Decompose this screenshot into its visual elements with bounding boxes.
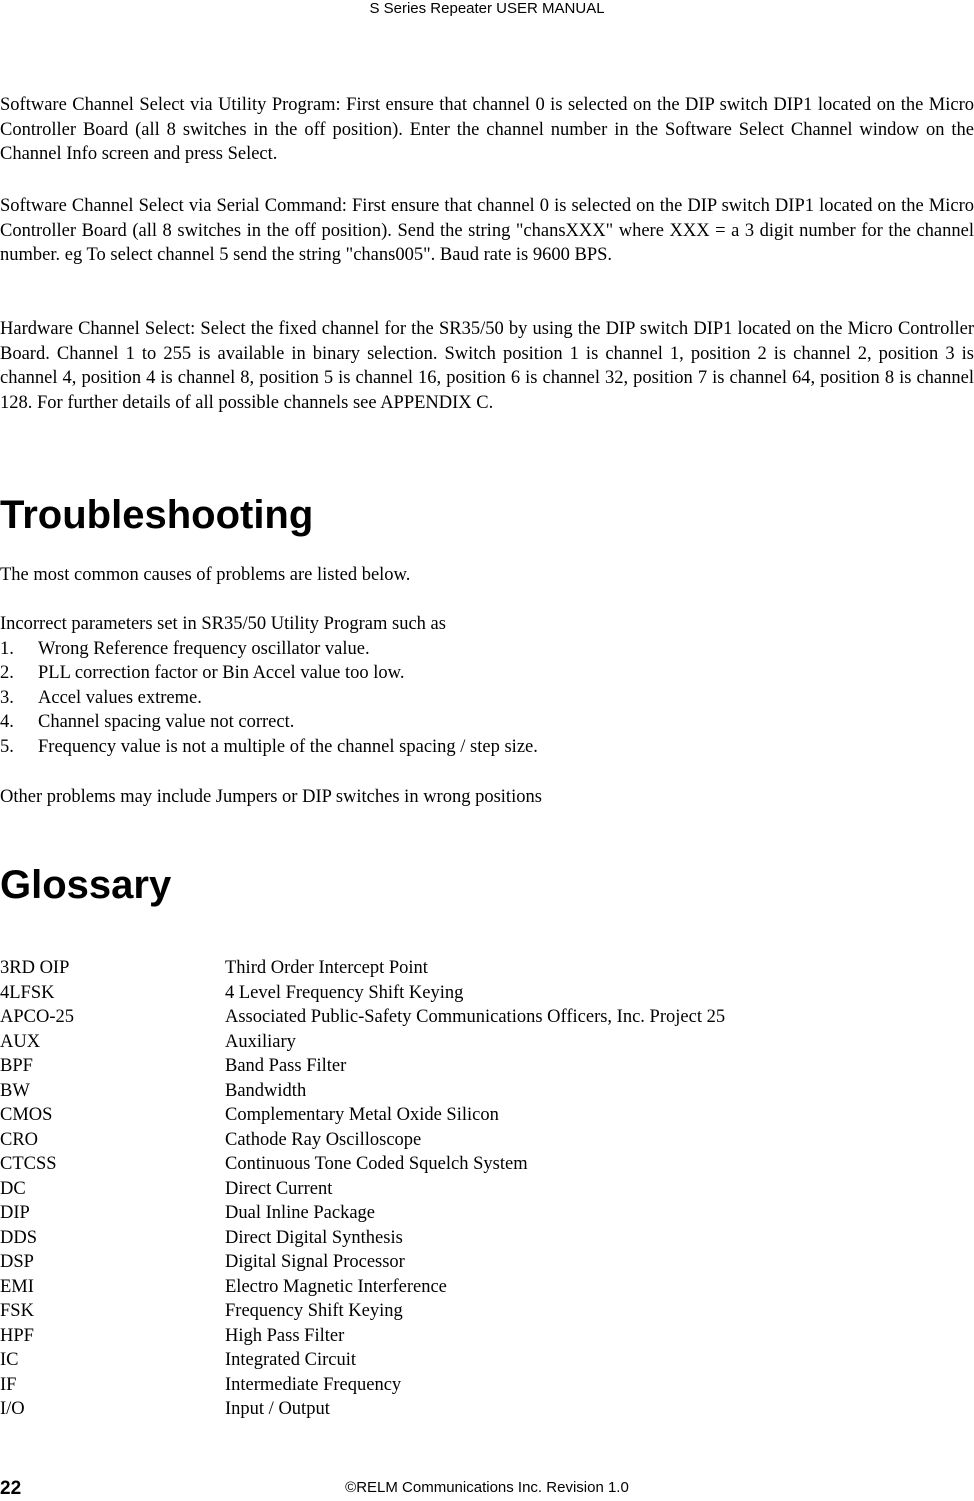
software-utility-paragraph: Software Channel Select via Utility Program: First ensure that channel 0 is selected on the DIP switch DIP1 located on the Micro Controller Board (all 8 switches in the off position). Enter the channel number in the Software Select Channel window on the Channel Info screen and press Select. — [0, 95, 974, 164]
glossary-entry — [0, 1348, 974, 1373]
troubleshooting-heading: Troubleshooting — [0, 493, 314, 537]
glossary-term: APCO-25 — [0, 1007, 75, 1027]
glossary-definition: Digital Signal Processor — [225, 1252, 405, 1272]
glossary-term: CTCSS — [0, 1154, 57, 1174]
glossary-term: HPF — [0, 1325, 34, 1346]
software-serial-paragraph: Software Channel Select via Serial Command: First ensure that channel 0 is selected on the DIP switch DIP1 located on the Micro Controller Board (all 8 switches in the off position). Send the string "chansXXX" where XXX = a 3 digit number for the channel number. eg To select channel 5 send the string "chans005". Baud rate is 9600 BPS. — [0, 196, 974, 265]
glossary-entry — [0, 1299, 974, 1324]
glossary-term: BPF — [0, 1056, 33, 1076]
glossary-definition: Cathode Ray Oscilloscope — [225, 1129, 422, 1150]
glossary-definition: Dual Inline Package — [225, 1203, 375, 1223]
list-item-text: Wrong Reference frequency oscillator value. — [38, 638, 370, 659]
list-item-number: 4. — [0, 712, 14, 732]
list-item-text: Accel values extreme. — [38, 687, 202, 708]
troubleshooting-intro: The most common causes of problems are listed below. — [0, 565, 411, 585]
glossary-term: 3RD OIP — [0, 958, 70, 978]
glossary-entry — [0, 1177, 974, 1202]
glossary-term: CRO — [0, 1129, 39, 1150]
list-item-number: 5. — [0, 736, 14, 757]
glossary-definition: Complementary Metal Oxide Silicon — [225, 1105, 499, 1125]
glossary-definition: Direct Current — [225, 1178, 333, 1199]
glossary-definition: Direct Digital Synthesis — [225, 1227, 403, 1248]
glossary-term: DDS — [0, 1227, 38, 1248]
glossary-definition: High Pass Filter — [225, 1325, 345, 1346]
glossary-term: I/O — [0, 1399, 25, 1419]
glossary-definition: Electro Magnetic Interference — [225, 1276, 447, 1297]
glossary-term: BW — [0, 1080, 30, 1101]
glossary-definition: Input / Output — [225, 1399, 330, 1419]
page-number: 22 — [0, 1478, 22, 1499]
glossary-term: IC — [0, 1350, 19, 1370]
glossary-heading: Glossary — [0, 863, 172, 907]
glossary-entry — [0, 1152, 974, 1177]
glossary-entry — [0, 956, 974, 981]
glossary-entry — [0, 1201, 974, 1226]
list-item-number: 1. — [0, 638, 14, 659]
troubleshooting-list-intro: Incorrect parameters set in SR35/50 Utility Program such as — [0, 614, 446, 634]
glossary-term: AUX — [0, 1031, 41, 1052]
list-item-text: PLL correction factor or Bin Accel value too low. — [38, 663, 405, 683]
glossary-entry — [0, 1250, 974, 1275]
page-header: S Series Repeater USER MANUAL — [369, 0, 605, 17]
glossary-definition: Frequency Shift Keying — [225, 1301, 403, 1321]
glossary-term: CMOS — [0, 1105, 53, 1125]
glossary-term: DSP — [0, 1252, 34, 1272]
glossary-definition: Integrated Circuit — [225, 1350, 356, 1370]
glossary-definition: Auxiliary — [225, 1031, 296, 1052]
glossary-entry — [0, 1373, 974, 1398]
glossary-entry — [0, 981, 974, 1006]
glossary-definition: Third Order Intercept Point — [225, 958, 428, 978]
list-item-number: 2. — [0, 663, 14, 683]
glossary-definition: Band Pass Filter — [225, 1056, 347, 1076]
troubleshooting-other: Other problems may include Jumpers or DIP switches in wrong positions — [0, 787, 542, 807]
glossary-definition: Bandwidth — [225, 1080, 307, 1101]
footer-copyright: ©RELM Communications Inc. Revision 1.0 — [345, 1479, 629, 1496]
hardware-channel-paragraph: Hardware Channel Select: Select the fixed channel for the SR35/50 by using the DIP switch DIP1 located on the Micro Controller Board. Channel 1 to 255 is available in binary selection. Switch position 1 is channel 1, position 2 is channel 2, position 3 is channel 4, position 4 is channel 8, position 5 is channel 16, position 6 is channel 32, position 7 is channel 64, position 8 is channel 128. For further details of all possible channels see APPENDIX C. — [0, 319, 974, 413]
glossary-definition: Associated Public-Safety Communications Officers, Inc. Project 25 — [225, 1007, 726, 1027]
list-item-text: Channel spacing value not correct. — [38, 712, 295, 732]
glossary-term: IF — [0, 1374, 17, 1395]
glossary-term: EMI — [0, 1276, 34, 1297]
glossary-entry — [0, 1324, 974, 1349]
glossary-entry — [0, 1079, 974, 1104]
glossary-entry — [0, 1397, 974, 1422]
list-item-text: Frequency value is not a multiple of the channel spacing / step size. — [38, 736, 538, 757]
glossary-entry — [0, 1103, 974, 1128]
glossary-list — [0, 956, 974, 1422]
glossary-entry — [0, 1275, 974, 1300]
glossary-entry — [0, 1128, 974, 1153]
glossary-definition: 4 Level Frequency Shift Keying — [225, 982, 464, 1003]
glossary-entry — [0, 1030, 974, 1055]
list-item-number: 3. — [0, 687, 14, 708]
glossary-entry — [0, 1005, 974, 1030]
glossary-term: 4LFSK — [0, 982, 55, 1003]
glossary-term: DC — [0, 1178, 26, 1199]
glossary-definition: Continuous Tone Coded Squelch System — [225, 1154, 528, 1174]
glossary-term: DIP — [0, 1203, 30, 1223]
glossary-definition: Intermediate Frequency — [225, 1374, 402, 1395]
glossary-term: FSK — [0, 1301, 34, 1321]
glossary-entry — [0, 1226, 974, 1251]
glossary-entry — [0, 1054, 974, 1079]
